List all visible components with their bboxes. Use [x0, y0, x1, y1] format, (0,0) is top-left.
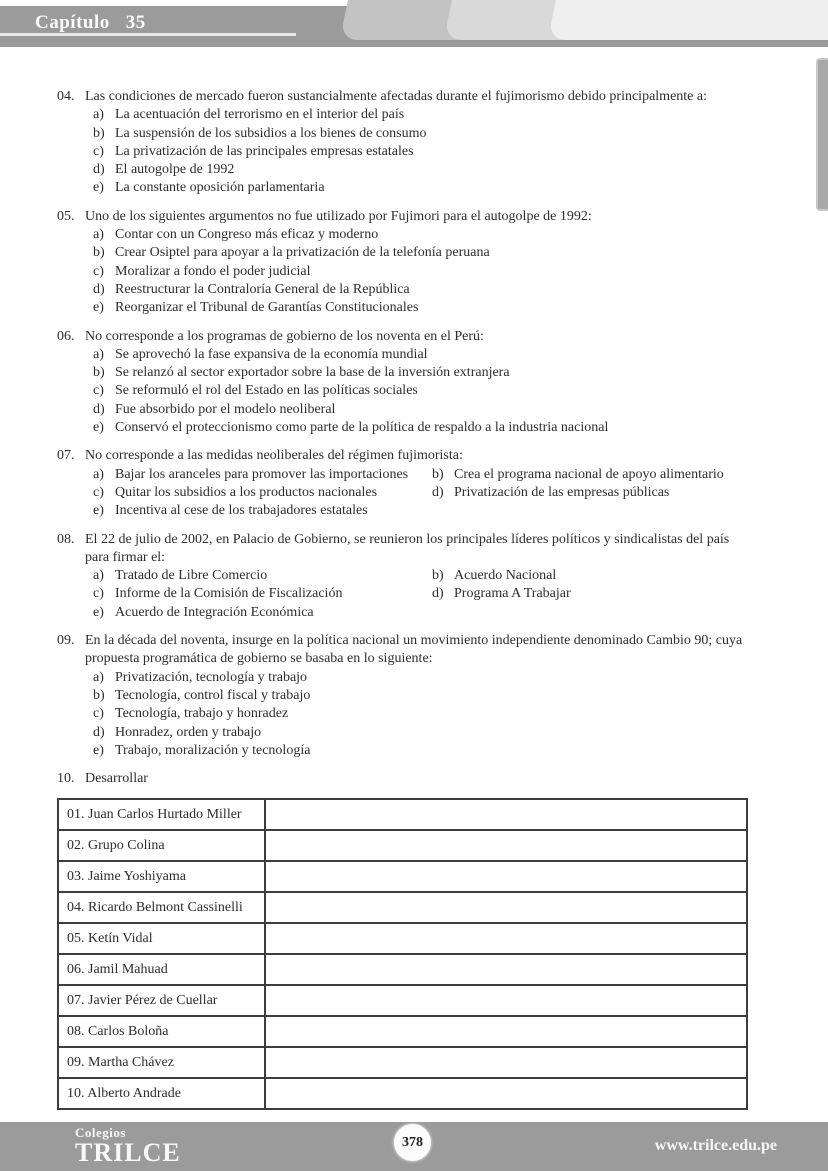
option-text: Programa A Trabajar — [454, 586, 571, 602]
question-text: Uno de los siguientes argumentos no fue utilizado por Fujimori para el autogolpe de 1992: — [85, 208, 592, 224]
page-number: 378 — [402, 1134, 423, 1150]
person-cell: 02. Grupo Colina — [58, 830, 265, 861]
option-text: Incentiva al cese de los trabajadores estatales — [115, 503, 368, 519]
option-text: Reorganizar el Tribunal de Garantías Constitucionales — [115, 300, 419, 316]
option-text: El autogolpe de 1992 — [115, 162, 235, 178]
option-item — [88, 567, 427, 585]
option-item — [88, 604, 427, 622]
option-item — [88, 502, 427, 520]
option-letter: d) — [432, 586, 444, 602]
question-07 — [57, 447, 749, 520]
option-text: Tecnología, trabajo y honradez — [115, 706, 289, 722]
option-text: Conservó el proteccionismo como parte de la política de respaldo a la industria nacional — [115, 420, 609, 436]
option-text: Honradez, orden y trabajo — [115, 724, 262, 740]
option-item — [88, 382, 749, 400]
option-text: Trabajo, moralización y tecnología — [115, 742, 311, 758]
option-letter: e) — [93, 742, 104, 758]
option-item — [88, 179, 749, 197]
option-item — [427, 466, 749, 484]
option-item — [88, 687, 749, 705]
option-item — [88, 106, 749, 124]
brand-colegios: Colegios — [75, 1125, 126, 1140]
question-text: En la década del noventa, insurge en la política nacional un movimiento independiente denominado Cambio 90; cuya propuesta programática de gobierno se basaba en lo siguiente: — [85, 633, 743, 667]
option-letter: c) — [93, 383, 104, 399]
question-text: Las condiciones de mercado fueron sustancialmente afectadas durante el fujimorismo debido principalmente a: — [85, 89, 707, 104]
option-item — [88, 299, 749, 317]
option-item — [88, 143, 749, 161]
option-item — [427, 567, 749, 585]
option-item — [88, 226, 749, 244]
person-cell: 03. Jaime Yoshiyama — [58, 861, 265, 892]
option-text: Se relanzó al sector exportador sobre la base de la inversión extranjera — [115, 365, 510, 381]
option-text: Privatización de las empresas públicas — [454, 484, 670, 500]
question-number: 09. — [57, 633, 75, 649]
option-item — [88, 466, 427, 484]
question-06 — [57, 328, 749, 438]
table-row — [58, 985, 747, 1016]
answer-cell — [265, 830, 747, 861]
question-10 — [57, 770, 749, 788]
option-text: La suspensión de los subsidios a los bienes de consumo — [115, 125, 427, 141]
option-item — [88, 401, 749, 419]
option-text: La privatización de las principales empresas estatales — [115, 143, 414, 159]
option-item — [88, 346, 749, 364]
person-cell: 05. Ketín Vidal — [58, 923, 265, 954]
page-number-badge — [394, 1124, 431, 1161]
option-letter: a) — [93, 227, 104, 243]
option-item — [88, 125, 749, 143]
question-number: 08. — [57, 531, 75, 547]
option-letter: a) — [93, 466, 104, 482]
table-row — [58, 1078, 747, 1109]
answer-cell — [265, 954, 747, 985]
options-list — [88, 226, 749, 317]
option-letter: c) — [93, 706, 104, 722]
option-letter: a) — [93, 107, 104, 123]
option-letter: c) — [93, 143, 104, 159]
option-letter: b) — [432, 568, 444, 584]
option-item — [427, 484, 749, 502]
option-letter: b) — [93, 687, 105, 703]
option-item — [88, 705, 749, 723]
question-number: 10. — [57, 771, 75, 787]
option-text: La acentuación del terrorismo en el interior del país — [115, 107, 405, 123]
brand-logo — [75, 1126, 181, 1166]
option-text: Reestructurar la Contraloría General de la República — [115, 281, 410, 297]
scrollbar-thumb[interactable] — [816, 58, 828, 211]
table-row — [58, 1047, 747, 1078]
option-letter: d) — [432, 484, 444, 500]
option-text: Quitar los subsidios a los productos nacionales — [115, 484, 378, 500]
option-letter: d) — [93, 281, 105, 297]
person-cell: 01. Juan Carlos Hurtado Miller — [58, 799, 265, 830]
develop-table — [57, 798, 748, 1110]
table-row — [58, 923, 747, 954]
person-cell: 08. Carlos Boloña — [58, 1016, 265, 1047]
option-letter: d) — [93, 401, 105, 417]
question-number: 06. — [57, 328, 75, 344]
question-text: No corresponde a los programas de gobierno de los noventa en el Perú: — [85, 328, 484, 344]
chapter-title — [35, 12, 146, 34]
brand-trilce: TRILCE — [75, 1138, 181, 1167]
option-letter: b) — [93, 365, 105, 381]
answer-cell — [265, 985, 747, 1016]
question-number: 05. — [57, 208, 75, 224]
option-item — [88, 585, 427, 603]
options-list — [88, 567, 749, 622]
table-row — [58, 830, 747, 861]
option-text: Contar con un Congreso más eficaz y moderno — [115, 227, 379, 243]
option-letter: c) — [93, 586, 104, 602]
option-text: Bajar los aranceles para promover las importaciones — [115, 466, 409, 482]
person-cell: 07. Javier Pérez de Cuellar — [58, 985, 265, 1016]
option-text: Acuerdo de Integración Económica — [115, 604, 314, 620]
header-deco-stripe-3 — [547, 0, 828, 40]
option-text: Tratado de Libre Comercio — [115, 568, 268, 584]
option-item — [88, 419, 749, 437]
option-text: Moralizar a fondo el poder judicial — [115, 263, 311, 279]
option-text: Acuerdo Nacional — [454, 568, 557, 584]
option-letter: e) — [93, 180, 104, 196]
option-text: La constante oposición parlamentaria — [115, 180, 325, 196]
option-text: Crear Osiptel para apoyar a la privatización de la telefonía peruana — [115, 245, 490, 261]
question-text: El 22 de julio de 2002, en Palacio de Gobierno, se reunieron los principales líderes políticos y sindicalistas del país para firmar el: — [85, 531, 730, 565]
option-letter: d) — [93, 724, 105, 740]
answer-cell — [265, 923, 747, 954]
table-row — [58, 861, 747, 892]
question-number: 07. — [57, 448, 75, 464]
option-item — [88, 484, 427, 502]
option-item — [88, 669, 749, 687]
table-row — [58, 799, 747, 830]
option-letter: e) — [93, 503, 104, 519]
option-letter: c) — [93, 484, 104, 500]
person-cell: 09. Martha Chávez — [58, 1047, 265, 1078]
answer-cell — [265, 1078, 747, 1109]
option-letter: d) — [93, 162, 105, 178]
answer-cell — [265, 799, 747, 830]
question-09 — [57, 632, 749, 760]
option-letter: a) — [93, 346, 104, 362]
table-row — [58, 1016, 747, 1047]
option-item — [88, 742, 749, 760]
option-letter: e) — [93, 604, 104, 620]
option-letter: b) — [93, 125, 105, 141]
chapter-label: Capítulo — [35, 12, 110, 33]
chapter-underline — [0, 33, 296, 36]
option-letter: a) — [93, 669, 104, 685]
option-item — [88, 724, 749, 742]
table-row — [58, 954, 747, 985]
person-cell: 04. Ricardo Belmont Cassinelli — [58, 892, 265, 923]
option-letter: c) — [93, 263, 104, 279]
option-text: Se reformuló el rol del Estado en las políticas sociales — [115, 383, 418, 399]
option-letter: b) — [93, 245, 105, 261]
option-text: Fue absorbido por el modelo neoliberal — [115, 401, 336, 417]
option-item — [88, 244, 749, 262]
option-letter: e) — [93, 420, 104, 436]
person-cell: 10. Alberto Andrade — [58, 1078, 265, 1109]
question-05 — [57, 208, 749, 318]
option-letter: a) — [93, 568, 104, 584]
question-08 — [57, 531, 749, 622]
option-text: Privatización, tecnología y trabajo — [115, 669, 308, 685]
option-letter: b) — [432, 466, 444, 482]
options-list — [88, 669, 749, 760]
option-text: Tecnología, control fiscal y trabajo — [115, 687, 311, 703]
option-text: Se aprovechó la fase expansiva de la economía mundial — [115, 346, 428, 362]
table-row — [58, 892, 747, 923]
answer-cell — [265, 1016, 747, 1047]
answer-cell — [265, 861, 747, 892]
option-item — [88, 364, 749, 382]
options-list — [88, 106, 749, 197]
website-link: www.trilce.edu.pe — [654, 1137, 777, 1154]
answer-cell — [265, 1047, 747, 1078]
chapter-number: 35 — [125, 12, 146, 33]
option-text: Informe de la Comisión de Fiscalización — [115, 586, 343, 602]
questions-area — [57, 88, 749, 1110]
option-item — [88, 263, 749, 281]
answer-cell — [265, 892, 747, 923]
question-text: Desarrollar — [85, 771, 148, 787]
options-list — [88, 466, 749, 521]
option-text: Crea el programa nacional de apoyo alimentario — [454, 466, 724, 482]
person-cell: 06. Jamil Mahuad — [58, 954, 265, 985]
options-list — [88, 346, 749, 437]
option-item — [88, 161, 749, 179]
question-text: No corresponde a las medidas neoliberales del régimen fujimorista: — [85, 448, 463, 464]
option-letter: e) — [93, 300, 104, 316]
option-item — [88, 281, 749, 299]
question-04 — [57, 88, 749, 198]
question-number: 04. — [57, 89, 75, 104]
option-item — [427, 585, 749, 603]
